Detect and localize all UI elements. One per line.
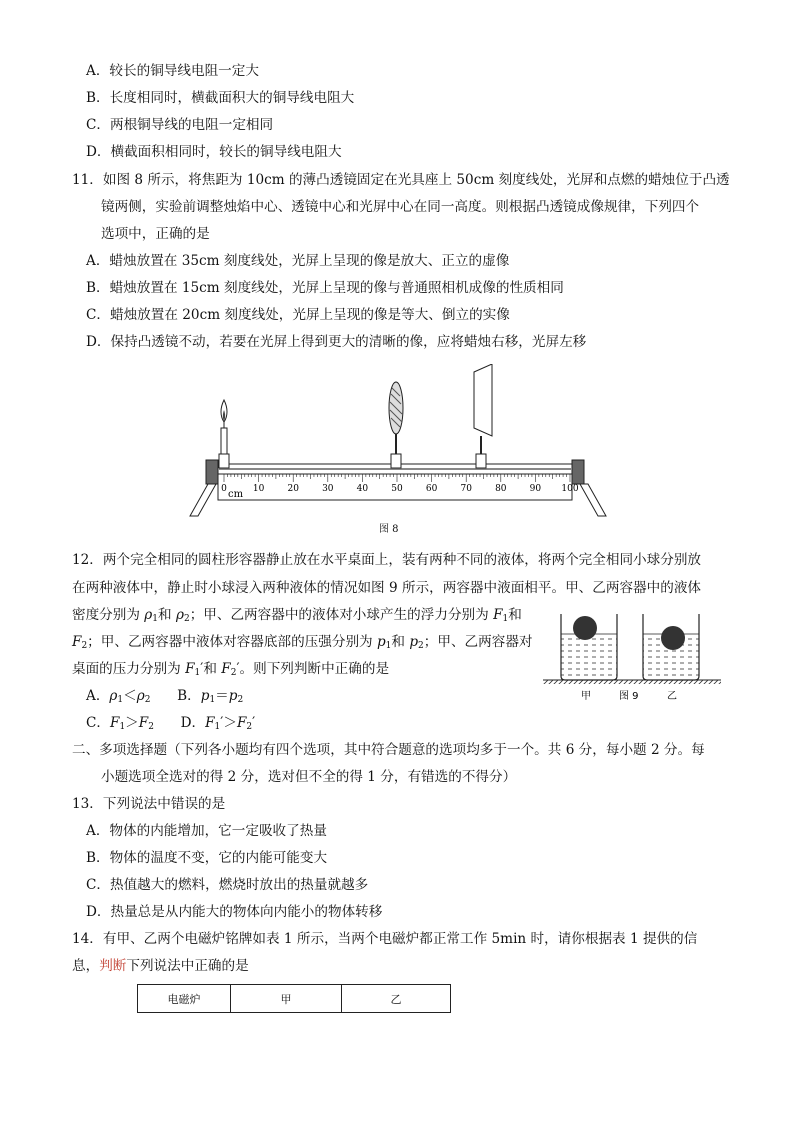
q14-highlight: 判断 [99,958,127,974]
ruler-unit: cm [228,489,244,500]
ruler-tick-label: 50 [391,484,403,494]
fig9-label-left: 甲 [581,691,591,702]
table-1 [137,984,451,1013]
q13-option-c: C．热值越大的燃料，燃烧时放出的热量就越多 [86,877,369,893]
ruler-tick-label: 0 [221,484,227,494]
q12-stem-line1: 12．两个完全相同的圆柱形容器静止放在水平桌面上，装有两种不同的液体，将两个完全相同小球分别放 [72,552,702,568]
section2-heading-line1: 二、多项选择题（下列各小题均有四个选项，其中符合题意的选项均多于一个。共 6 分，每小题 2 分。每 [72,742,705,758]
table-header-cell: 乙 [390,992,402,1006]
q12-stem-line2: 在两种液体中，静止时小球浸入两种液体的情况如图 9 所示，两容器中液面相平。甲、乙两容器中的液体 [72,580,702,596]
ruler-tick-label: 80 [495,484,507,494]
q12-options-ab [86,686,243,710]
q10-option-a: A．较长的铜导线电阻一定大 [86,63,259,79]
q13-option-d: D．热量总是从内能大的物体向内能小的物体转移 [86,904,383,920]
q14-stem-line2: 息，判断下列说法中正确的是 [72,958,249,974]
q10-option-c: C．两根铜导线的电阻一定相同 [86,117,274,133]
q13-option-a: A．物体的内能增加，它一定吸收了热量 [86,823,327,839]
ruler-tick-label: 10 [252,484,265,494]
figure-8-caption: 图 8 [379,524,399,535]
q12-option-b: B．$p_1=p_2$ [177,688,244,705]
ruler-tick-label: 100 [561,484,579,494]
q12-stem-line4: $F_2$；甲、乙两容器中液体对容器底部的压强分别为 $p_1$和 $p_2$；甲、乙两容器对 [72,634,533,651]
q12-option-d: D．$F_1'>F_2'$ [180,715,256,732]
q11-option-c: C．蜡烛放置在 20cm 刻度线处，光屏上呈现的像是等大、倒立的实像 [86,307,510,323]
q11-option-b: B．蜡烛放置在 15cm 刻度线处，光屏上呈现的像与普通照相机成像的性质相同 [86,280,564,296]
q13-option-b: B．物体的温度不变，它的内能可能变大 [86,850,328,866]
ruler-tick-label: 30 [322,484,334,494]
fig9-label-right: 乙 [667,691,677,702]
q11-stem-line2: 镜两侧，实验前调整烛焰中心、透镜中心和光屏中心在同一高度。则根据凸透镜成像规律，下列四个 [101,199,700,215]
q12-option-a: A．$\rho_1<\rho_2$ [86,688,151,705]
ruler-tick-label: 90 [529,484,542,494]
q12-stem-line5: 桌面的压力分别为 $F_1'$和 $F_2'$。则下列判断中正确的是 [72,661,390,678]
q10-option-d: D．横截面积相同时，较长的铜导线电阻大 [86,144,342,160]
q11-stem-line1: 11．如图 8 所示，将焦距为 10cm 的薄凸透镜固定在光具座上 50cm 刻度线处，光屏和点燃的蜡烛位于凸透 [72,172,730,188]
fig9-caption: 图 9 [619,691,639,702]
table-header-cell: 电磁炉 [138,985,231,1012]
table-header-cell: 甲 [231,985,342,1012]
q11-option-d: D．保持凸透镜不动，若要在光屏上得到更大的清晰的像，应将蜡烛右移，光屏左移 [86,334,587,350]
figure-8-optical-bench [186,364,610,524]
q12-options-cd [86,713,255,737]
q11-option-a: A．蜡烛放置在 35cm 刻度线处，光屏上呈现的像是放大、正立的虚像 [86,253,510,269]
section2-heading-line2: 小题选项全选对的得 2 分，选对但不全的得 1 分，有错选的不得分） [101,769,517,785]
q14-stem-line1: 14．有甲、乙两个电磁炉铭牌如表 1 所示，当两个电磁炉都正常工作 5min 时，请你根据表 1 提供的信 [72,931,698,947]
ruler-tick-label: 40 [356,484,369,494]
q10-option-b: B．长度相同时，横截面积大的铜导线电阻大 [86,90,355,106]
ruler-tick-label: 70 [460,484,472,494]
q13-stem: 13．下列说法中错误的是 [72,796,226,812]
q11-stem-line3: 选项中，正确的是 [101,226,210,242]
ruler-tick-label: 20 [287,484,299,494]
figure-9-containers [543,600,723,708]
q12-stem-line3: 密度分别为 $\rho_1$和 $\rho_2$；甲、乙两容器中的液体对小球产生的浮力分别为 $F_1$和 [72,607,522,624]
ruler-tick-label: 60 [425,484,438,494]
q12-option-c: C．$F_1>F_2$ [86,715,154,732]
